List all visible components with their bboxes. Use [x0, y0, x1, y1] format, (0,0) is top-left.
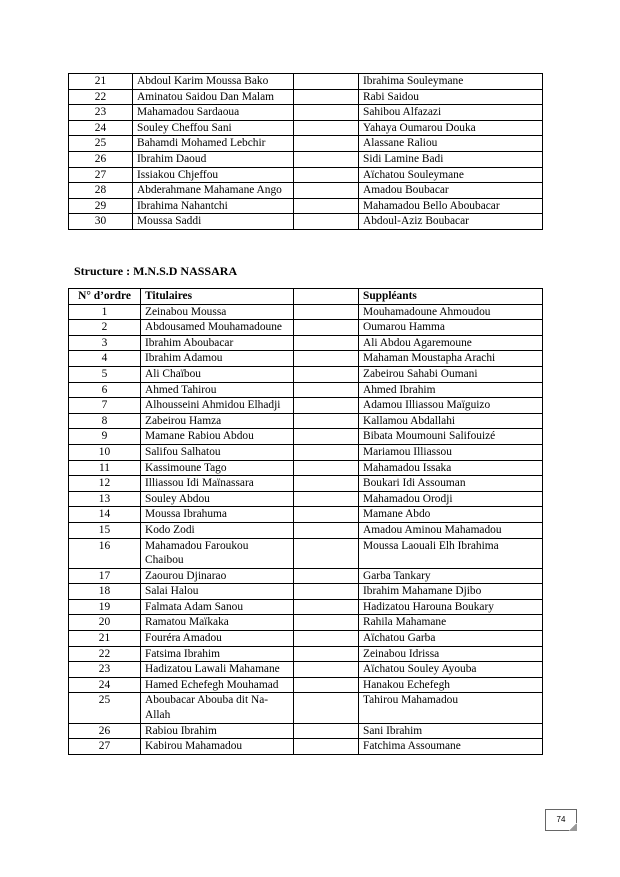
titulaire-name: Ramatou Maïkaka — [141, 615, 294, 631]
titulaire-name: Zabeirou Hamza — [141, 413, 294, 429]
titulaire-name: Zeinabou Moussa — [141, 304, 294, 320]
titulaire-name: Fatsima Ibrahim — [141, 646, 294, 662]
table-row — [69, 662, 543, 678]
suppleant-name: Mahamadou Issaka — [359, 460, 543, 476]
row-number: 21 — [69, 74, 133, 90]
empty-cell — [294, 599, 359, 615]
suppleant-name: Hadizatou Harouna Boukary — [359, 599, 543, 615]
titulaire-name: Salifou Salhatou — [141, 444, 294, 460]
empty-cell — [294, 105, 359, 121]
suppleant-name: Mahamadou Orodji — [359, 491, 543, 507]
table-row — [69, 491, 543, 507]
row-number: 6 — [69, 382, 141, 398]
mnsd-table-body — [69, 304, 543, 754]
row-number: 2 — [69, 320, 141, 336]
table-row — [69, 599, 543, 615]
empty-cell — [294, 584, 359, 600]
empty-cell — [294, 74, 359, 90]
titulaire-name: Souley Abdou — [141, 491, 294, 507]
suppleant-name: Bibata Moumouni Salifouizé — [359, 429, 543, 445]
suppleant-name: Alassane Raliou — [359, 136, 543, 152]
titulaire-name: Abdousamed Mouhamadoune — [141, 320, 294, 336]
table-row — [69, 105, 543, 121]
row-number: 30 — [69, 214, 133, 230]
empty-cell — [294, 693, 359, 723]
table-header-row — [69, 289, 543, 305]
empty-cell — [294, 167, 359, 183]
mnsd-nassara-table — [68, 288, 543, 755]
suppleant-name: Sahibou Alfazazi — [359, 105, 543, 121]
row-number: 13 — [69, 491, 141, 507]
row-number: 16 — [69, 538, 141, 568]
suppleant-name: Mouhamadoune Ahmoudou — [359, 304, 543, 320]
row-number: 5 — [69, 366, 141, 382]
empty-cell — [294, 615, 359, 631]
table-row — [69, 522, 543, 538]
suppleant-name: Zeinabou Idrissa — [359, 646, 543, 662]
suppleant-name: Amadou Boubacar — [359, 183, 543, 199]
header-empty — [294, 289, 359, 305]
table-row — [69, 460, 543, 476]
titulaire-name: Kodo Zodi — [141, 522, 294, 538]
suppleant-name: Garba Tankary — [359, 568, 543, 584]
empty-cell — [294, 89, 359, 105]
row-number: 22 — [69, 89, 133, 105]
table-row — [69, 183, 543, 199]
titulaire-name: Mahamadou Sardaoua — [133, 105, 294, 121]
empty-cell — [294, 507, 359, 523]
page-number: 74 — [545, 809, 577, 831]
row-number: 25 — [69, 693, 141, 723]
suppleant-name: Aïchatou Souleymane — [359, 167, 543, 183]
table-row — [69, 366, 543, 382]
table-row — [69, 120, 543, 136]
suppleant-name: Zabeirou Sahabi Oumani — [359, 366, 543, 382]
titulaire-name: Ibrahim Daoud — [133, 151, 294, 167]
titulaire-name: Bahamdi Mohamed Lebchir — [133, 136, 294, 152]
suppleant-name: Amadou Aminou Mahamadou — [359, 522, 543, 538]
suppleant-name: Fatchima Assoumane — [359, 739, 543, 755]
empty-cell — [294, 491, 359, 507]
titulaire-name: Kassimoune Tago — [141, 460, 294, 476]
row-number: 24 — [69, 120, 133, 136]
row-number: 15 — [69, 522, 141, 538]
table-row — [69, 646, 543, 662]
titulaire-name: Illiassou Idi Maïnassara — [141, 476, 294, 492]
suppleant-name: Sidi Lamine Badi — [359, 151, 543, 167]
titulaire-name: Salai Halou — [141, 584, 294, 600]
empty-cell — [294, 522, 359, 538]
suppleant-name: Ali Abdou Agaremoune — [359, 335, 543, 351]
table-row — [69, 304, 543, 320]
table-row — [69, 631, 543, 647]
table-row — [69, 476, 543, 492]
table-row — [69, 214, 543, 230]
empty-cell — [294, 382, 359, 398]
empty-cell — [294, 120, 359, 136]
suppleant-name: Rahila Mahamane — [359, 615, 543, 631]
row-number: 14 — [69, 507, 141, 523]
table-row — [69, 429, 543, 445]
suppleant-name: Oumarou Hamma — [359, 320, 543, 336]
suppleant-name: Abdoul-Aziz Boubacar — [359, 214, 543, 230]
suppleant-name: Ibrahim Mahamane Djibo — [359, 584, 543, 600]
row-number: 23 — [69, 662, 141, 678]
empty-cell — [294, 151, 359, 167]
row-number: 3 — [69, 335, 141, 351]
suppleant-name: Ibrahima Souleymane — [359, 74, 543, 90]
suppleant-name: Tahirou Mahamadou — [359, 693, 543, 723]
row-number: 26 — [69, 151, 133, 167]
titulaire-name: Falmata Adam Sanou — [141, 599, 294, 615]
titulaire-name: Ibrahim Adamou — [141, 351, 294, 367]
titulaire-name: Fouréra Amadou — [141, 631, 294, 647]
table-row — [69, 507, 543, 523]
row-number: 9 — [69, 429, 141, 445]
empty-cell — [294, 662, 359, 678]
empty-cell — [294, 631, 359, 647]
titulaire-name: Ahmed Tahirou — [141, 382, 294, 398]
empty-cell — [294, 214, 359, 230]
row-number: 8 — [69, 413, 141, 429]
empty-cell — [294, 136, 359, 152]
titulaire-name: Rabiou Ibrahim — [141, 723, 294, 739]
table-row — [69, 615, 543, 631]
table-row — [69, 398, 543, 414]
titulaire-name: Zaourou Djinarao — [141, 568, 294, 584]
table-row — [69, 136, 543, 152]
row-number: 21 — [69, 631, 141, 647]
titulaire-name: Abdoul Karim Moussa Bako — [133, 74, 294, 90]
row-number: 7 — [69, 398, 141, 414]
row-number: 17 — [69, 568, 141, 584]
row-number: 22 — [69, 646, 141, 662]
table-row — [69, 677, 543, 693]
empty-cell — [294, 335, 359, 351]
suppleant-name: Boukari Idi Assouman — [359, 476, 543, 492]
table-row — [69, 538, 543, 568]
empty-cell — [294, 413, 359, 429]
titulaire-name: Moussa Ibrahuma — [141, 507, 294, 523]
row-number: 12 — [69, 476, 141, 492]
table-row — [69, 151, 543, 167]
table-row — [69, 382, 543, 398]
empty-cell — [294, 723, 359, 739]
row-number: 20 — [69, 615, 141, 631]
empty-cell — [294, 398, 359, 414]
row-number: 26 — [69, 723, 141, 739]
row-number: 4 — [69, 351, 141, 367]
suppleant-name: Mahamadou Bello Aboubacar — [359, 198, 543, 214]
empty-cell — [294, 429, 359, 445]
titulaire-name: Hamed Echefegh Mouhamad — [141, 677, 294, 693]
titulaire-name: Abderahmane Mahamane Ango — [133, 183, 294, 199]
titulaire-name: Issiakou Chjeffou — [133, 167, 294, 183]
suppleant-name: Yahaya Oumarou Douka — [359, 120, 543, 136]
empty-cell — [294, 320, 359, 336]
suppleant-name: Mahaman Moustapha Arachi — [359, 351, 543, 367]
row-number: 11 — [69, 460, 141, 476]
empty-cell — [294, 444, 359, 460]
row-number: 19 — [69, 599, 141, 615]
row-number: 25 — [69, 136, 133, 152]
suppleant-name: Ahmed Ibrahim — [359, 382, 543, 398]
suppleant-name: Aïchatou Souley Ayouba — [359, 662, 543, 678]
header-num: N° d’ordre — [69, 289, 141, 305]
table-row — [69, 584, 543, 600]
row-number: 27 — [69, 739, 141, 755]
row-number: 1 — [69, 304, 141, 320]
empty-cell — [294, 183, 359, 199]
empty-cell — [294, 198, 359, 214]
members-table-body — [69, 74, 543, 230]
table-row — [69, 89, 543, 105]
suppleant-name: Mamane Abdo — [359, 507, 543, 523]
table-row — [69, 320, 543, 336]
table-row — [69, 693, 543, 723]
empty-cell — [294, 568, 359, 584]
empty-cell — [294, 538, 359, 568]
structure-heading: Structure : M.N.S.D NASSARA — [74, 264, 238, 278]
suppleant-name: Kallamou Abdallahi — [359, 413, 543, 429]
titulaire-name: Alhousseini Ahmidou Elhadji — [141, 398, 294, 414]
titulaire-name: Aboubacar Abouba dit Na-Allah — [141, 693, 294, 723]
titulaire-name: Mahamadou Faroukou Chaibou — [141, 538, 294, 568]
empty-cell — [294, 739, 359, 755]
header-suppleants: Suppléants — [359, 289, 543, 305]
titulaire-name: Ibrahima Nahantchi — [133, 198, 294, 214]
table-row — [69, 568, 543, 584]
empty-cell — [294, 460, 359, 476]
empty-cell — [294, 304, 359, 320]
suppleant-name: Hanakou Echefegh — [359, 677, 543, 693]
row-number: 29 — [69, 198, 133, 214]
empty-cell — [294, 351, 359, 367]
row-number: 24 — [69, 677, 141, 693]
table-row — [69, 167, 543, 183]
suppleant-name: Aïchatou Garba — [359, 631, 543, 647]
row-number: 18 — [69, 584, 141, 600]
suppleant-name: Sani Ibrahim — [359, 723, 543, 739]
row-number: 10 — [69, 444, 141, 460]
table-row — [69, 413, 543, 429]
header-titulaires: Titulaires — [141, 289, 294, 305]
table-row — [69, 335, 543, 351]
table-row — [69, 74, 543, 90]
row-number: 23 — [69, 105, 133, 121]
table-row — [69, 723, 543, 739]
suppleant-name: Moussa Laouali Elh Ibrahima — [359, 538, 543, 568]
titulaire-name: Ali Chaïbou — [141, 366, 294, 382]
empty-cell — [294, 476, 359, 492]
titulaire-name: Souley Cheffou Sani — [133, 120, 294, 136]
row-number: 28 — [69, 183, 133, 199]
table-row — [69, 739, 543, 755]
table-row — [69, 198, 543, 214]
suppleant-name: Rabi Saidou — [359, 89, 543, 105]
table-row — [69, 444, 543, 460]
titulaire-name: Mamane Rabiou Abdou — [141, 429, 294, 445]
titulaire-name: Ibrahim Aboubacar — [141, 335, 294, 351]
titulaire-name: Moussa Saddi — [133, 214, 294, 230]
empty-cell — [294, 677, 359, 693]
titulaire-name: Hadizatou Lawali Mahamane — [141, 662, 294, 678]
table-row — [69, 351, 543, 367]
row-number: 27 — [69, 167, 133, 183]
suppleant-name: Mariamou Illiassou — [359, 444, 543, 460]
suppleant-name: Adamou Illiassou Maïguizo — [359, 398, 543, 414]
titulaire-name: Aminatou Saidou Dan Malam — [133, 89, 294, 105]
members-table-continued — [68, 73, 543, 230]
empty-cell — [294, 366, 359, 382]
empty-cell — [294, 646, 359, 662]
titulaire-name: Kabirou Mahamadou — [141, 739, 294, 755]
